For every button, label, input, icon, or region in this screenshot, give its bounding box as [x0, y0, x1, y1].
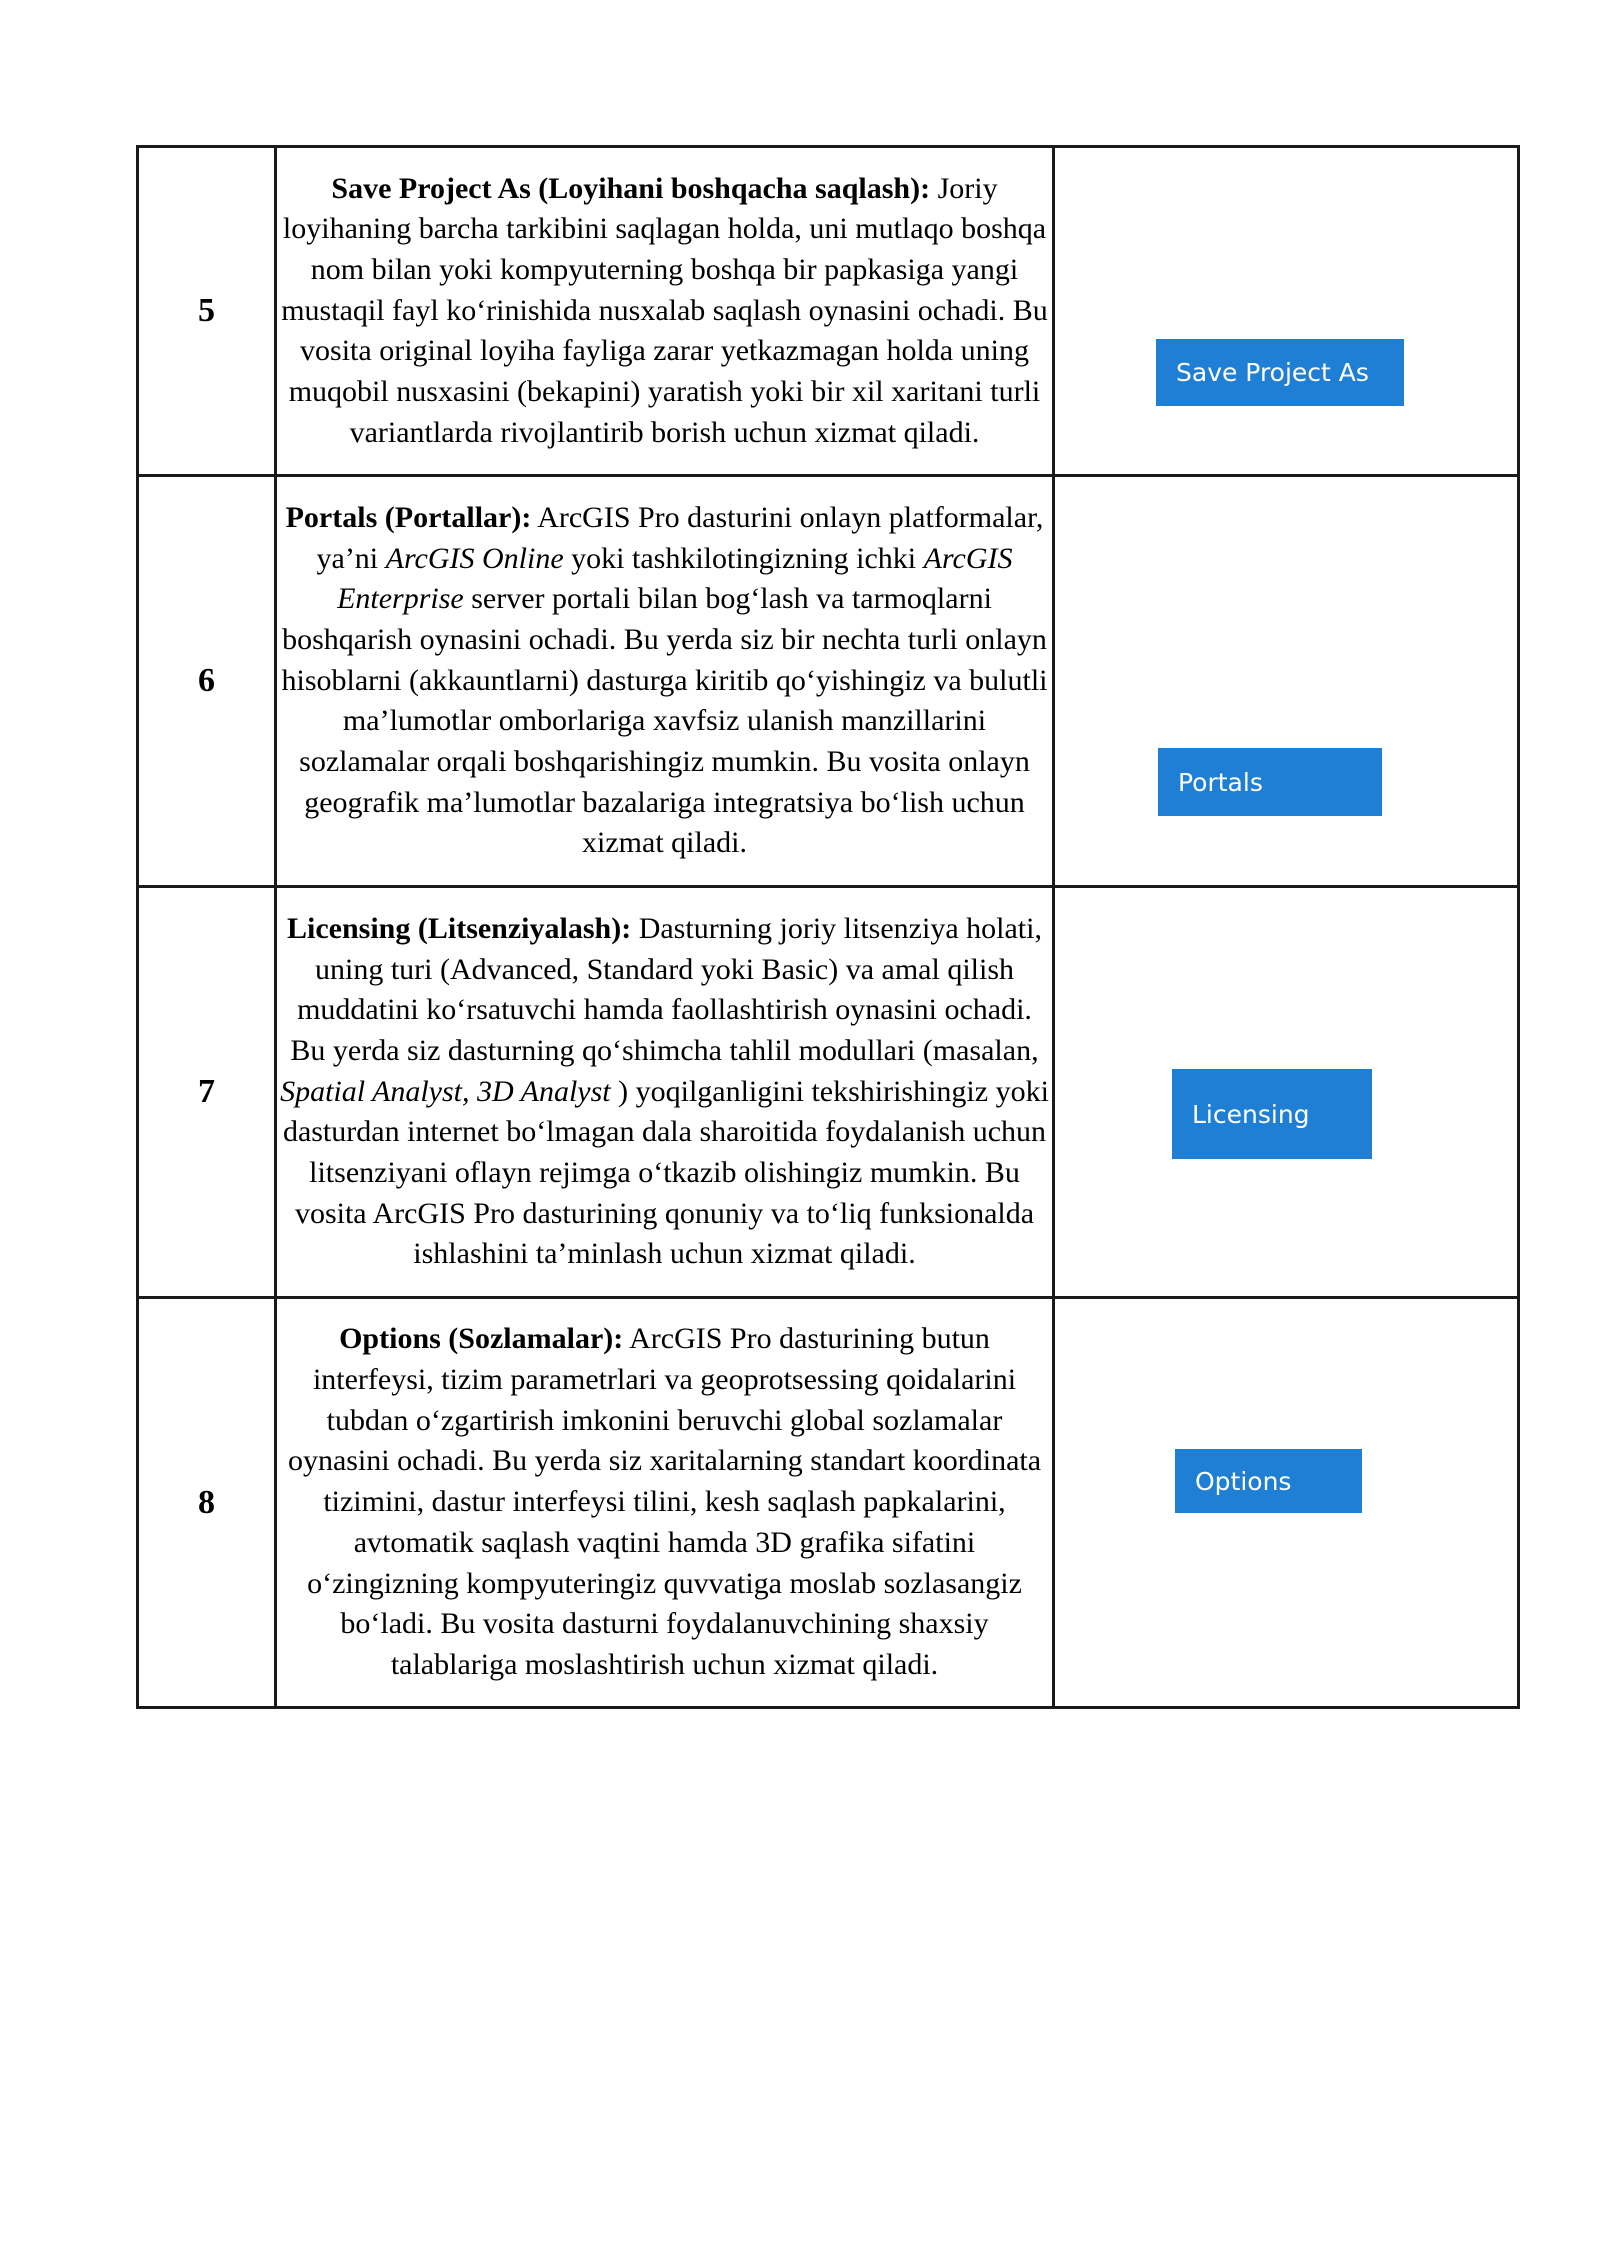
save-project-as-button[interactable]: Save Project As: [1156, 339, 1404, 406]
tools-table: [136, 145, 1520, 1709]
row-text: yoki tashkilotingizning ichki: [563, 541, 924, 575]
row-screenshot-cell: [1054, 147, 1519, 476]
row-text: server portali bilan bog‘lash va tarmoqlarni boshqarish oynasini ochadi. Bu yerda siz bir nechta turli onlayn hisoblarni (akkauntlarni) dasturga kiritib qo‘yishingiz va bulutli ma’lumotlar omborlariga xavfsiz ulanish manzillarini sozlamalar orqali boshqarishingiz mumkin. Bu vosita onlayn geografik ma’lumotlar bazalariga integratsiya bo‘lish uchun xizmat qiladi.: [281, 582, 1048, 860]
table-row: [138, 1298, 1519, 1708]
row-number: 6: [138, 476, 276, 887]
row-title: Licensing (Litsenziyalash):: [287, 911, 632, 945]
row-text-italic: ArcGIS Online: [385, 541, 564, 575]
row-title: Save Project As (Loyihani boshqacha saqlash):: [331, 171, 931, 205]
portals-button[interactable]: Portals: [1158, 748, 1382, 816]
row-text: ArcGIS Pro dasturini onlayn platformalar, ya’ni: [316, 500, 1044, 575]
row-text-italic: Spatial Analyst, 3D Analyst: [280, 1074, 611, 1108]
row-text: Joriy loyihaning barcha tarkibini saqlagan holda, uni mutlaqo boshqa nom bilan yoki kompyuterning boshqa bir papkasiga yangi mustaqil fayl ko‘rinishida nusxalab saqlash oynasini ochadi. Bu vosita original loyiha fayliga zarar yetkazmagan holda uning muqobil nusxasini (bekapini) yaratish yoki bir xil xaritani turli variantlarda rivojlantirib borish uchun xizmat qiladi.: [281, 171, 1048, 449]
row-text: ) yoqilganligini tekshirishingiz yoki dasturdan internet bo‘lmagan dala sharoitida foydalanish uchun litsenziyani oflayn rejimga o‘tkazib olishingiz mumkin. Bu vosita ArcGIS Pro dasturining qonuniy va to‘liq funksionalda ishlashini ta’minlash uchun xizmat qiladi.: [282, 1074, 1049, 1271]
row-description: [276, 1298, 1054, 1708]
row-text: ArcGIS Pro dasturining butun interfeysi, tizim parametrlari va geoprotsessing qoidalarini tubdan o‘zgartirish imkonini beruvchi global sozlamalar oynasini ochadi. Bu yerda siz xaritalarning standart koordinata tizimini, dastur interfeysi tilini, kesh saqlash papkalarini, avtomatik saqlash vaqtini hamda 3D grafika sifatini o‘zingizning kompyuteringiz quvvatiga moslab sozlasangiz bo‘ladi. Bu vosita dasturni foydalanuvchining shaxsiy talablariga moslashtirish uchun xizmat qiladi.: [287, 1322, 1042, 1681]
row-description: [276, 476, 1054, 887]
row-text: Dasturning joriy litsenziya holati, uning turi (Advanced, Standard yoki Basic) va amal qilish muddatini ko‘rsatuvchi hamda faollashtirish oynasini ochadi. Bu yerda siz dasturning qo‘shimcha tahlil modullari (masalan,: [290, 911, 1042, 1067]
row-description: [276, 147, 1054, 476]
row-number: 7: [138, 887, 276, 1298]
row-title: Portals (Portallar):: [285, 500, 532, 534]
licensing-button[interactable]: Licensing: [1172, 1069, 1372, 1159]
table-row: [138, 887, 1519, 1298]
options-button[interactable]: Options: [1175, 1449, 1362, 1513]
table-row: [138, 147, 1519, 476]
row-screenshot-cell: [1054, 476, 1519, 887]
table-row: [138, 476, 1519, 887]
row-screenshot-cell: [1054, 1298, 1519, 1708]
row-number: 8: [138, 1298, 276, 1708]
row-number: 5: [138, 147, 276, 476]
row-screenshot-cell: [1054, 887, 1519, 1298]
row-description: [276, 887, 1054, 1298]
row-title: Options (Sozlamalar):: [339, 1322, 624, 1356]
row-text-italic: ArcGIS Enterprise: [337, 541, 1013, 616]
